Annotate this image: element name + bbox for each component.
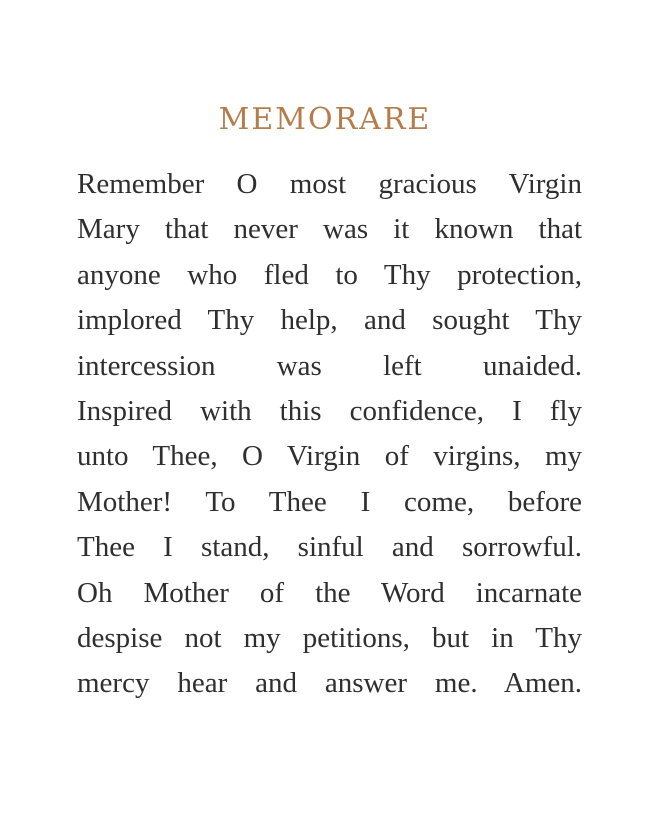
- prayer-line: Mother! To Thee I come, before: [77, 485, 582, 518]
- prayer-line: Thee I stand, sinful and sorrowful.: [77, 531, 582, 564]
- prayer-line: anyone who fled to Thy protection,: [77, 258, 582, 291]
- prayer-line: despise not my petitions, but in Thy: [77, 621, 582, 654]
- prayer-text: [77, 162, 582, 707]
- prayer-line: Oh Mother of the Word incarnate: [77, 576, 582, 609]
- prayer-line: intercession was left unaided.: [77, 349, 582, 382]
- prayer-line: mercy hear and answer me. Amen.: [77, 667, 582, 700]
- prayer-line: Inspired with this confidence, I fly: [77, 394, 582, 427]
- prayer-title: MEMORARE: [218, 102, 432, 137]
- prayer-line: unto Thee, O Virgin of virgins, my: [77, 440, 582, 473]
- prayer-line: Remember O most gracious Virgin: [77, 168, 582, 200]
- prayer-line: Mary that never was it known that: [77, 213, 582, 246]
- prayer-line: implored Thy help, and sought Thy: [77, 304, 582, 337]
